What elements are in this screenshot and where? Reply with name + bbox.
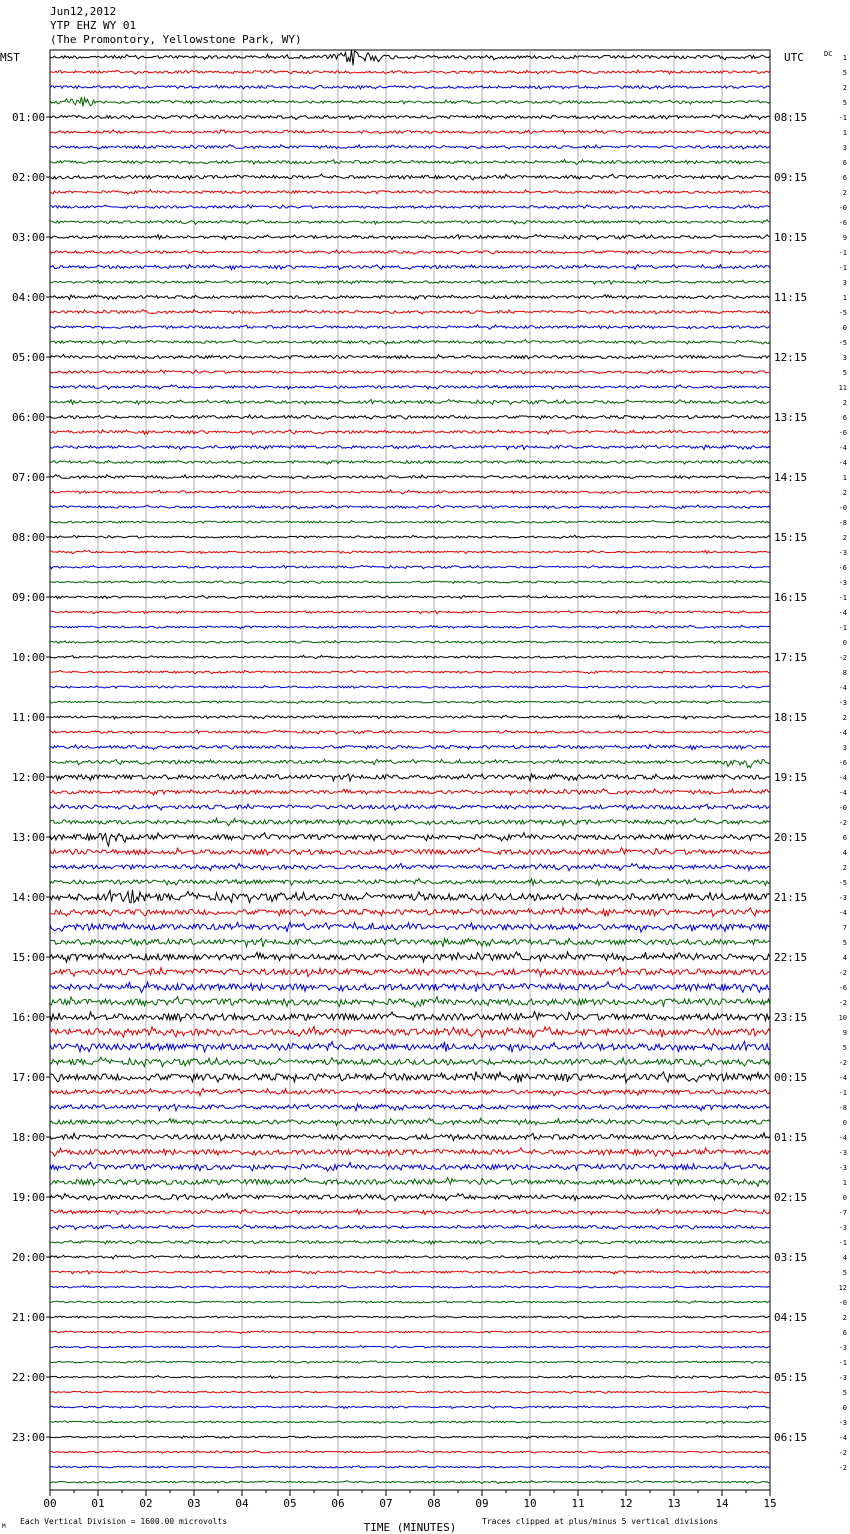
mst-hour-label: 06:00 [12,411,46,424]
seismic-trace [50,968,770,977]
seismic-trace [50,640,770,643]
dc-offset-label: -4 [838,1074,847,1082]
dc-offset-label: -2 [838,819,847,827]
mst-hour-label: 04:00 [12,291,46,304]
seismic-trace [50,730,770,734]
seismic-trace [50,1118,770,1125]
dc-offset-label: -3 [838,699,847,707]
dc-offset-label: 2 [842,84,847,92]
seismic-trace [50,685,770,688]
seismic-trace [50,879,770,886]
dc-offset-label: -3 [838,549,847,557]
dc-offset-label: 3 [842,744,847,752]
seismic-trace [50,952,770,962]
mst-hour-label: 17:00 [12,1071,46,1084]
seismic-trace [50,745,770,750]
seismic-trace [50,535,770,538]
dc-offset-label: 6 [842,174,847,182]
mst-hour-label: 22:00 [12,1371,46,1384]
utc-hour-label: 21:15 [774,891,808,904]
utc-hour-label: 22:15 [774,951,808,964]
dc-offset-label: -1 [838,1089,847,1097]
seismic-trace [50,415,770,420]
dc-offset-label: 3 [842,279,847,287]
dc-offset-label: -0 [838,804,847,812]
dc-offset-label: -2 [838,969,847,977]
dc-offset-label: -1 [838,1239,847,1247]
utc-hour-label: 11:15 [774,291,808,304]
seismic-trace [50,1148,770,1156]
dc-offset-label: -0 [838,504,847,512]
dc-offset-label: -4 [838,774,847,782]
utc-hour-label: 12:15 [774,351,808,364]
seismic-trace [50,789,770,795]
dc-offset-label: 0 [842,1194,847,1202]
x-tick-label: 02 [139,1497,153,1510]
dc-offset-label: -1 [838,594,847,602]
dc-offset-label: -3 [838,1224,847,1232]
x-tick-label: 07 [379,1497,393,1510]
seismic-trace [50,1162,770,1171]
mst-hour-label: 09:00 [12,591,46,604]
dc-offset-label: 3 [842,144,847,152]
dc-offset-label: 9 [842,234,847,242]
seismic-trace [50,922,770,932]
dc-offset-label: 2 [842,489,847,497]
mst-axis-label: MST [0,51,20,64]
utc-hour-label: 20:15 [774,831,808,844]
dc-offset-label: -6 [838,219,847,227]
dc-offset-label: 6 [842,834,847,842]
dc-offset-label: 6 [842,414,847,422]
mst-hour-label: 16:00 [12,1011,46,1024]
seismic-trace [50,1027,770,1038]
seismic-trace [50,460,770,464]
seismic-trace [50,908,770,917]
x-tick-label: 00 [43,1497,57,1510]
seismic-trace [50,774,770,781]
seismic-trace [50,1466,770,1469]
utc-hour-label: 16:15 [774,591,808,604]
seismic-trace [50,1255,770,1259]
dc-offset-label: 2 [842,399,847,407]
seismic-trace [50,220,770,225]
seismic-trace [50,863,770,870]
seismic-trace [50,1346,770,1349]
seismic-trace [50,370,770,374]
dc-offset-label: 2 [842,714,847,722]
seismic-trace [50,85,770,89]
seismic-trace [50,1421,770,1424]
seismic-trace [50,1271,770,1275]
seismic-trace [50,938,770,947]
corner-mark: M [2,1523,6,1530]
dc-offset-label: 12 [838,1284,847,1292]
seismic-trace [50,1376,770,1379]
dc-offset-label: 6 [842,159,847,167]
station-label: YTP EHZ WY 01 [50,19,137,32]
seismic-trace [50,70,770,74]
seismic-trace [50,250,770,254]
seismic-trace [50,759,770,768]
dc-offset-label: 4 [842,1254,847,1262]
dc-offset-label: 1 [842,294,847,302]
seismic-trace [50,1178,770,1187]
dc-offset-label: 5 [842,369,847,377]
utc-hour-label: 08:15 [774,111,808,124]
dc-offset-label: 11 [838,384,847,392]
location-label: (The Promontory, Yellowstone Park, WY) [50,33,302,46]
dc-offset-label: 5 [842,69,847,77]
dc-offset-label: -6 [838,984,847,992]
seismic-trace [50,1209,770,1215]
seismic-trace [50,715,770,719]
dc-offset-label: -3 [838,1344,847,1352]
dc-offset-label: -6 [838,429,847,437]
seismic-trace [50,1089,770,1096]
dc-offset-label: 1 [842,54,847,62]
seismic-trace [50,625,770,628]
dc-offset-label: -5 [838,309,847,317]
dc-offset-label: 1 [842,474,847,482]
seismic-trace [50,1451,770,1454]
seismic-trace [50,234,770,239]
seismic-trace [50,565,770,568]
seismic-trace [50,385,770,390]
seismic-trace [50,1012,770,1022]
dc-offset-label: -4 [838,684,847,692]
utc-hour-label: 06:15 [774,1431,808,1444]
mst-hour-label: 15:00 [12,951,46,964]
seismic-trace [50,49,770,65]
mst-hour-label: 12:00 [12,771,46,784]
seismic-trace [50,818,770,825]
dc-offset-label: 8 [842,669,847,677]
seismic-trace [50,1193,770,1200]
seismic-trace [50,505,770,509]
utc-hour-label: 14:15 [774,471,808,484]
mst-hour-label: 14:00 [12,891,46,904]
dc-offset-label: 5 [842,1044,847,1052]
dc-offset-label: -4 [838,444,847,452]
seismic-trace [50,1331,770,1334]
x-tick-label: 14 [715,1497,729,1510]
utc-hour-label: 01:15 [774,1131,808,1144]
seismic-trace [50,295,770,300]
mst-hour-label: 13:00 [12,831,46,844]
seismic-trace [50,399,770,404]
x-tick-label: 05 [283,1497,297,1510]
dc-offset-label: -5 [838,879,847,887]
seismic-trace [50,890,770,903]
seismic-trace [50,354,770,359]
seismic-trace [50,655,770,658]
clipping-note: Traces clipped at plus/minus 5 vertical divisions [482,1517,719,1526]
seismic-trace [50,1301,770,1304]
dc-offset-label: -1 [838,624,847,632]
dc-offset-label: 0 [842,1404,847,1412]
mst-hour-label: 11:00 [12,711,46,724]
seismic-trace [50,205,770,209]
utc-hour-label: 19:15 [774,771,808,784]
x-tick-label: 13 [667,1497,681,1510]
dc-offset-label: -3 [838,1419,847,1427]
seismic-trace [50,1041,770,1052]
dc-offset-label: -8 [838,519,847,527]
seismic-trace [50,280,770,284]
dc-offset-label: -3 [838,1164,847,1172]
utc-hour-label: 03:15 [774,1251,808,1264]
seismic-trace [50,97,770,107]
mst-hour-label: 02:00 [12,171,46,184]
dc-offset-label: -2 [838,654,847,662]
seismic-trace [50,611,770,614]
x-tick-label: 06 [331,1497,345,1510]
seismic-trace [50,340,770,345]
dc-offset-label: -3 [838,894,847,902]
seismic-trace [50,145,770,150]
dc-offset-label: -0 [838,204,847,212]
dc-offset-label: -3 [838,1149,847,1157]
dc-offset-label: -5 [838,339,847,347]
dc-offset-label: -6 [838,759,847,767]
seismic-trace [50,115,770,120]
dc-offset-label: 1 [842,1179,847,1187]
dc-offset-label: 4 [842,849,847,857]
dc-offset-label: -2 [838,999,847,1007]
seismic-trace [50,550,770,553]
seismic-trace [50,1104,770,1111]
dc-offset-label: 2 [842,864,847,872]
seismic-trace [50,982,770,993]
x-tick-label: 01 [91,1497,105,1510]
utc-hour-label: 13:15 [774,411,808,424]
dc-offset-label: -1 [838,114,847,122]
dc-offset-label: 5 [842,939,847,947]
dc-offset-label: -2 [838,1449,847,1457]
mst-hour-label: 01:00 [12,111,46,124]
mst-hour-label: 07:00 [12,471,46,484]
dc-offset-label: -4 [838,459,847,467]
seismic-trace [50,848,770,855]
dc-offset-label: -4 [838,789,847,797]
seismic-trace [50,580,770,583]
mst-hour-label: 18:00 [12,1131,46,1144]
seismic-trace [50,475,770,479]
dc-offset-label: -8 [838,1104,847,1112]
x-tick-label: 08 [427,1497,441,1510]
seismic-trace [50,1240,770,1245]
mst-hour-label: 03:00 [12,231,46,244]
mst-hour-label: 05:00 [12,351,46,364]
mst-hour-label: 08:00 [12,531,46,544]
x-tick-label: 10 [523,1497,537,1510]
dc-offset-label: 7 [842,924,847,932]
mst-hour-label: 10:00 [12,651,46,664]
seismic-trace [50,1361,770,1364]
dc-offset-label: -4 [838,909,847,917]
dc-offset-label: -1 [838,264,847,272]
seismic-trace [50,325,770,330]
dc-offset-label: 1 [842,129,847,137]
seismic-trace [50,445,770,450]
utc-hour-label: 05:15 [774,1371,808,1384]
dc-offset-label: 2 [842,534,847,542]
dc-offset-label: 6 [842,1329,847,1337]
dc-offset-label: -0 [838,1299,847,1307]
seismic-trace [50,265,770,270]
dc-offset-label: 2 [842,1314,847,1322]
mst-hour-label: 21:00 [12,1311,46,1324]
seismic-trace [50,997,770,1007]
dc-offset-label: 10 [838,1014,847,1022]
x-tick-label: 15 [763,1497,777,1510]
seismic-trace [50,190,770,194]
seismic-trace [50,490,770,494]
dc-offset-label: -1 [838,1359,847,1367]
dc-offset-label: 4 [842,954,847,962]
seismic-trace [50,804,770,810]
x-tick-label: 04 [235,1497,249,1510]
mst-hour-label: 23:00 [12,1431,46,1444]
utc-hour-label: 17:15 [774,651,808,664]
dc-offset-label: -4 [838,1434,847,1442]
dc-offset-label: -1 [838,249,847,257]
dc-offset-label: -4 [838,609,847,617]
dc-offset-label: 5 [842,1269,847,1277]
dc-offset-label: 0 [842,639,847,647]
seismic-trace [50,1286,770,1289]
dc-offset-label: -3 [838,579,847,587]
x-tick-label: 11 [571,1497,585,1510]
seismic-trace [50,160,770,165]
seismic-trace [50,700,770,703]
seismic-trace [50,1436,770,1439]
x-tick-label: 12 [619,1497,633,1510]
utc-hour-label: 09:15 [774,171,808,184]
date-label: Jun12,2012 [50,5,117,18]
x-tick-label: 09 [475,1497,489,1510]
dc-offset-label: 5 [842,1389,847,1397]
seismic-trace [50,1225,770,1230]
dc-offset-label: -3 [838,1374,847,1382]
seismic-trace [50,595,770,598]
dc-offset-label: -4 [838,1134,847,1142]
utc-hour-label: 23:15 [774,1011,808,1024]
utc-axis-label: UTC [784,51,804,64]
dc-offset-label: 0 [842,324,847,332]
seismic-trace [50,1133,770,1141]
dc-offset-label: -2 [838,1464,847,1472]
mst-hour-label: 19:00 [12,1191,46,1204]
dc-offset-label: -7 [838,1209,847,1217]
utc-hour-label: 10:15 [774,231,808,244]
x-tick-label: 03 [187,1497,201,1510]
dc-offset-label: 5 [842,99,847,107]
seismic-trace [50,1057,770,1067]
x-axis-title: TIME (MINUTES) [363,1521,457,1534]
seismic-trace [50,430,770,435]
seismic-trace [50,670,770,673]
seismic-trace [50,174,770,180]
seismic-trace [50,1316,770,1319]
seismic-trace [50,1072,770,1083]
mst-hour-label: 20:00 [12,1251,46,1264]
seismic-trace [50,833,770,846]
utc-hour-label: 18:15 [774,711,808,724]
utc-hour-label: 15:15 [774,531,808,544]
utc-hour-label: 02:15 [774,1191,808,1204]
dc-offset-label: 3 [842,354,847,362]
seismic-trace [50,130,770,134]
dc-offset-label: -4 [838,729,847,737]
seismic-trace [50,1406,770,1409]
seismic-trace [50,521,770,524]
seismic-trace [50,310,770,314]
seismic-trace [50,1481,770,1484]
seismic-trace [50,1391,770,1394]
utc-hour-label: 04:15 [774,1311,808,1324]
dc-offset-label: -6 [838,564,847,572]
dc-offset-label: 2 [842,189,847,197]
utc-hour-label: 00:15 [774,1071,808,1084]
vertical-division-note: Each Vertical Division = 1600.00 microvolts [20,1517,228,1526]
dc-label: DC [824,50,833,58]
dc-offset-label: 0 [842,1119,847,1127]
dc-offset-label: 9 [842,1029,847,1037]
dc-offset-label: -2 [838,1059,847,1067]
